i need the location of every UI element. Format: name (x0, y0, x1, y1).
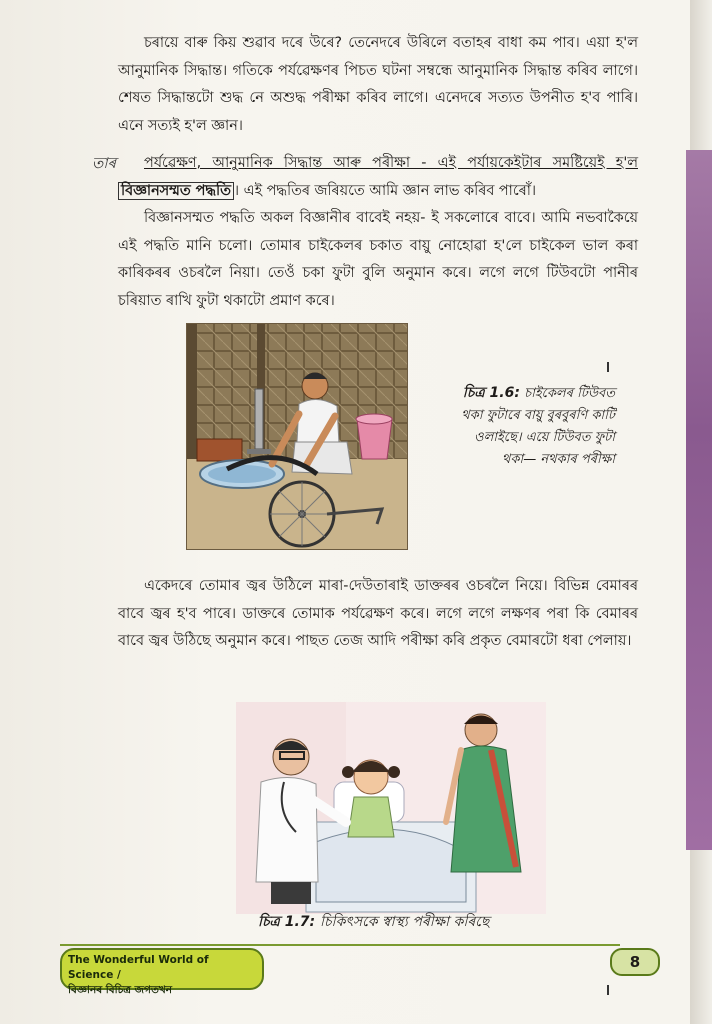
footer-book-title (60, 948, 264, 996)
paragraph-text: বিজ্ঞানসম্মত পদ্ধতি অকল বিজ্ঞানীৰ বাবেই নহয়- ই সকলোৰে বাবে। আমি নভবাকৈয়ে এই পদ্ধতি মানি চলো। তোমাৰ চাইকেলৰ চকাত বায়ু নোহোৱা হ'লে চাইকেল ভাল কৰা কাৰিকৰৰ ওচৰলৈ নিয়া। তেওঁ চকা ফুটা বুলি অনুমান কৰে। লগে লগে টিউবটো পানীৰ চৰিয়াত ৰাখি ফুটা থকাটো প্ৰমাণ কৰে। (118, 210, 638, 309)
paragraph-text: চৰায়ে বাৰু কিয় শুৱাব দৰে উৰে? তেনেদৰে উৰিলে বতাহৰ বাধা কম পাব। এয়া হ'ল আনুমানিক সিদ্ধান্ত। গতিকে পৰ্যৱেক্ষণৰ পিচত ঘটনা সম্বন্ধে আনুমানিক সিদ্ধান্ত কৰিব লাগে। শেষত সিদ্ধান্তটো শুদ্ধ নে অশুদ্ধ পৰীক্ষা কৰিব লাগে। এনেদৰে সত্যত উপনীত হ'ব পাৰি। এনে সত্যই হ'ল জ্ঞান। (118, 35, 638, 134)
margin-mark (607, 985, 609, 995)
paragraph-hypothesis (118, 30, 638, 140)
doctor-checkup-illustration (236, 702, 546, 914)
figure-doctor-image (236, 702, 546, 914)
paragraph-text: একেদৰে তোমাৰ জ্বৰ উঠিলে মাৰা-দেউতাৰাই ডাক্তৰৰ ওচৰলৈ নিয়ে। বিভিন্ন বেমাৰৰ বাবে জ্বৰ হ'ব পাৰে। ডাক্তৰে তোমাক পৰ্যৱেক্ষণ কৰে। লগে লগে লক্ষণৰ পৰা কি বেমাৰৰ বাবে জ্বৰ উঠিছে অনুমান কৰে। পাছত তেজ আদি পৰীক্ষা কৰি প্ৰকৃত বেমাৰটো ধৰা পেলায়। (118, 578, 638, 649)
figure-label: চিত্ৰ 1.6: (462, 385, 520, 401)
margin-mark (607, 362, 609, 372)
paragraph-cycle-example (118, 205, 638, 315)
figure-caption-text: চাইকেলৰ টিউবত থকা ফুটাৰে বায়ু বুৰবুৰণি কাটি ওলাইছে। এয়ে টিউবত ফুটা থকা— নথকাৰ পৰীক্ষা (461, 386, 615, 467)
paragraph-text: । এই পদ্ধতিৰ জৰিয়তে আমি জ্ঞান লাভ কৰিব পাৰোঁ। (233, 182, 537, 199)
figure-1-7-caption (258, 910, 558, 934)
figure-cycle-repair-image (186, 323, 408, 550)
paragraph-fever-example (118, 573, 638, 656)
figure-caption-text: চিকিৎসকে স্বাস্থ্য পৰীক্ষা কৰিছে (320, 914, 490, 930)
page-number: 8 (610, 948, 660, 976)
cycle-repair-illustration (187, 324, 407, 549)
handwritten-note: তাৰ (92, 154, 117, 172)
figure-1-6-caption (455, 382, 615, 471)
scientific-method-term: বিজ্ঞানসম্মত পদ্ধতি (118, 182, 234, 200)
paragraph-text: পৰ্যৱেক্ষণ, আনুমানিক সিদ্ধান্ত আৰু পৰীক্ষা - এই পৰ্যায়কেইটাৰ সমষ্টিয়েই হ'ল (144, 155, 638, 171)
page-edge-color-band (686, 150, 712, 850)
figure-label: চিত্ৰ 1.7: (258, 914, 316, 930)
paragraph-scientific-method (118, 150, 638, 205)
book-title-english: The Wonderful World of Science / (68, 954, 209, 981)
book-title-assamese: বিজ্ঞানৰ বিচিত্ৰ জগতখন (68, 984, 172, 996)
